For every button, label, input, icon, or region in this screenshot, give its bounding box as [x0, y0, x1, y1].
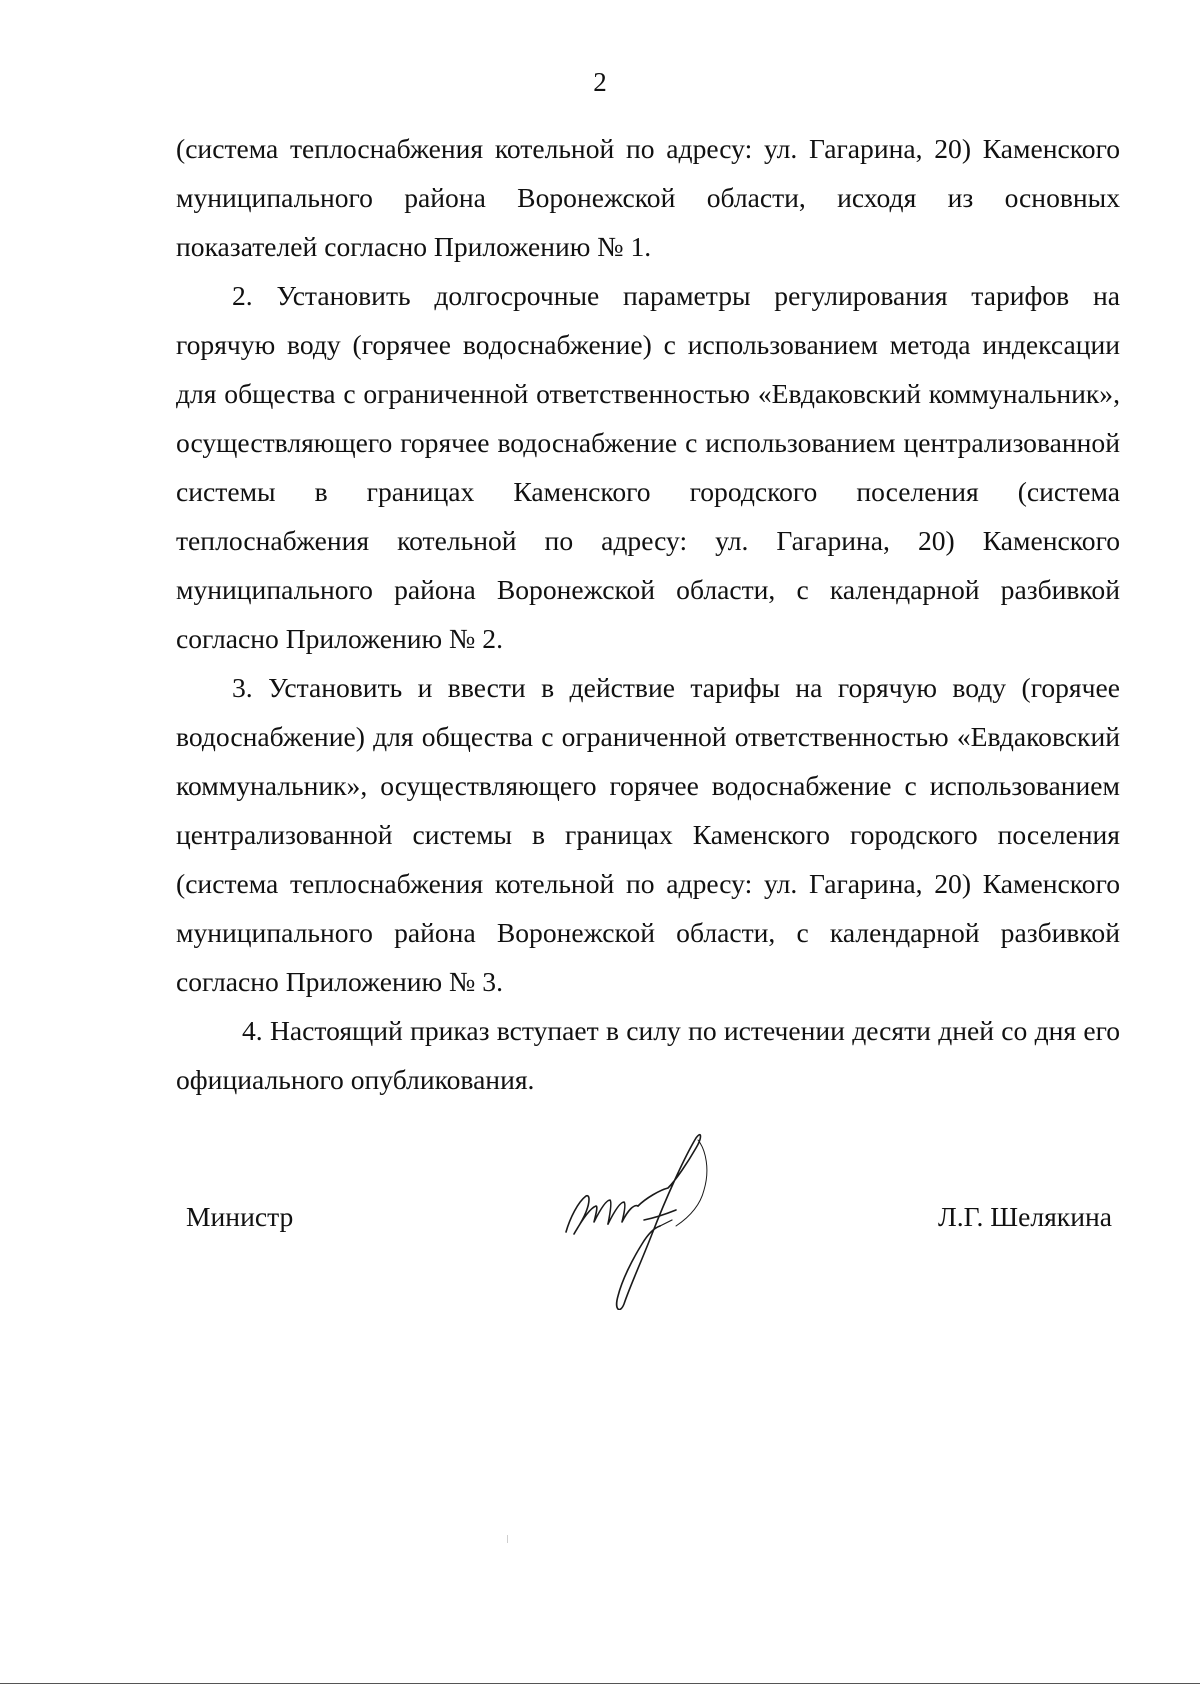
page-bottom-edge: [0, 1683, 1200, 1684]
paragraph-item-3: 3. Установить и ввести в действие тарифы на горячую воду (горячее водоснабжение) для общества с ограниченной ответственностью «Евдаковский коммунальник», осуществляющего горячее водоснабжение с использованием централизованной системы в границах Каменского городского поселения (система теплоснабжения котельной по адресу: ул. Гагарина, 20) Каменского муниципального района Воронежской области, с календарной разбивкой согласно Приложению № 3.: [176, 672, 1120, 997]
page-number: 2: [593, 67, 607, 97]
paragraph-continuation: (система теплоснабжения котельной по адресу: ул. Гагарина, 20) Каменского муниципального района Воронежской области, исходя из основных показателей согласно Приложению № 1.: [176, 133, 1120, 262]
document-body: [176, 124, 1120, 1104]
paragraph-item-2: 2. Установить долгосрочные параметры регулирования тарифов на горячую воду (горячее водоснабжение) с использованием метода индексации для общества с ограниченной ответственностью «Евдаковский коммунальник», осуществляющего горячее водоснабжение с использованием централизованной системы в границах Каменского городского поселения (система теплоснабжения котельной по адресу: ул. Гагарина, 20) Каменского муниципального района Воронежской области, с календарной разбивкой согласно Приложению № 2.: [176, 280, 1120, 654]
signature-block: [0, 1110, 1200, 1310]
scan-speck: [507, 1535, 508, 1543]
signatory-title: Министр: [186, 1201, 294, 1232]
signatory-name: Л.Г. Шелякина: [938, 1201, 1112, 1232]
paragraph-item-4: 4. Настоящий приказ вступает в силу по истечении десяти дней со дня его официального опубликования.: [176, 1015, 1120, 1095]
handwritten-signature: [556, 1110, 736, 1310]
